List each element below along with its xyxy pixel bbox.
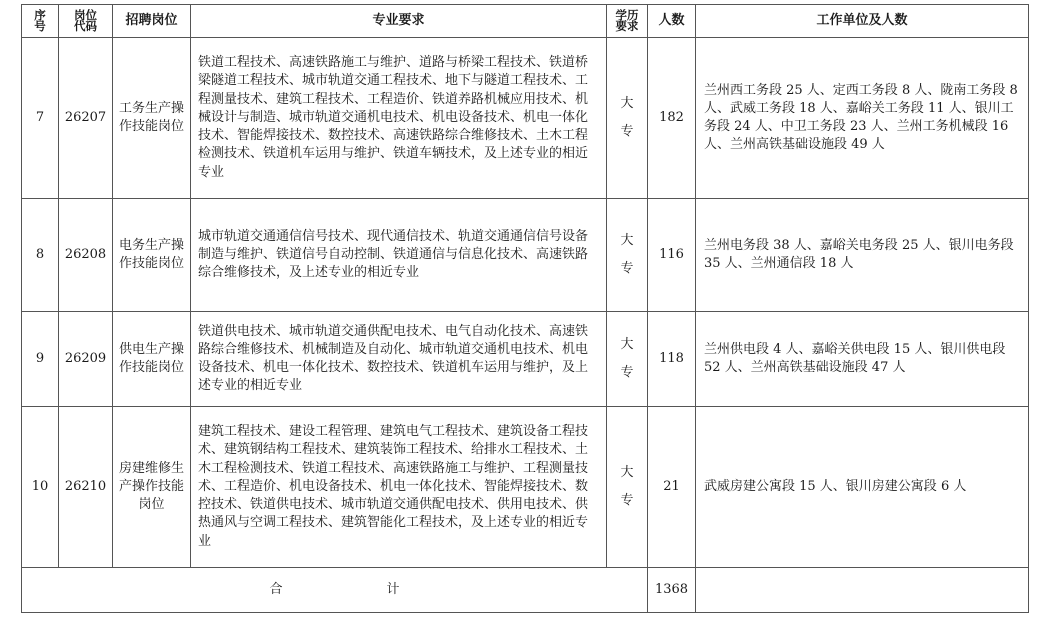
row-education: 大专 <box>607 199 648 312</box>
row-code: 26210 <box>59 407 113 568</box>
row-units: 兰州电务段 38 人、嘉峪关电务段 25 人、银川电务段 35 人、兰州通信段 18 人 <box>696 199 1029 312</box>
row-education: 大专 <box>607 407 648 568</box>
row-requirement: 建筑工程技术、建设工程管理、建筑电气工程技术、建筑设备工程技术、建筑钢结构工程技术、建筑装饰工程技术、给排水工程技术、土木工程检测技术、铁道工程技术、高速铁路施工与维护、工程测量技术、工程造价、机电设备技术、机电一体化技术、智能焊接技术、数控技术、铁道供电技术、城市轨道交通供配电技术、供用电技术、供热通风与空调工程技术、建筑智能化工程技术，及上述专业的相近专业 <box>191 407 607 568</box>
row-count: 21 <box>648 407 696 568</box>
table-row <box>22 38 1029 199</box>
row-units: 兰州供电段 4 人、嘉峪关供电段 15 人、银川供电段 52 人、兰州高铁基础设施段 47 人 <box>696 312 1029 407</box>
row-units: 武威房建公寓段 15 人、银川房建公寓段 6 人 <box>696 407 1029 568</box>
header-code: 岗位代码 <box>59 5 113 38</box>
table-row <box>22 407 1029 568</box>
recruitment-table <box>21 4 1029 613</box>
total-label-left: 合 <box>269 582 283 598</box>
row-seq: 9 <box>22 312 59 407</box>
table-row <box>22 199 1029 312</box>
table-row <box>22 312 1029 407</box>
header-row <box>22 5 1029 38</box>
row-position: 房建维修生产操作技能岗位 <box>113 407 191 568</box>
row-position: 供电生产操作技能岗位 <box>113 312 191 407</box>
header-count: 人数 <box>648 5 696 38</box>
header-seq: 序号 <box>22 5 59 38</box>
row-requirement: 铁道工程技术、高速铁路施工与维护、道路与桥梁工程技术、铁道桥梁隧道工程技术、城市轨道交通工程技术、地下与隧道工程技术、工程测量技术、建筑工程技术、工程造价、铁道养路机械应用技术、机械设计与制造、城市轨道交通机电技术、机电设备技术、机电一体化技术、智能焊接技术、数控技术、高速铁路综合维修技术、土木工程检测技术、铁道机车运用与维护、铁道车辆技术，及上述专业的相近专业 <box>191 38 607 199</box>
row-seq: 7 <box>22 38 59 199</box>
header-requirement: 专业要求 <box>191 5 607 38</box>
row-count: 118 <box>648 312 696 407</box>
row-seq: 10 <box>22 407 59 568</box>
total-label-right: 计 <box>386 582 400 598</box>
header-units: 工作单位及人数 <box>696 5 1029 38</box>
row-code: 26207 <box>59 38 113 199</box>
row-education: 大专 <box>607 312 648 407</box>
row-education: 大专 <box>607 38 648 199</box>
row-count: 116 <box>648 199 696 312</box>
row-seq: 8 <box>22 199 59 312</box>
row-requirement: 铁道供电技术、城市轨道交通供配电技术、电气自动化技术、高速铁路综合维修技术、机械制造及自动化、城市轨道交通机电技术、机电设备技术、机电一体化技术、数控技术、铁道机车运用与维护，及上述专业的相近专业 <box>191 312 607 407</box>
row-code: 26209 <box>59 312 113 407</box>
header-education: 学历要求 <box>607 5 648 38</box>
total-label <box>22 568 648 613</box>
total-units-empty <box>696 568 1029 613</box>
row-position: 电务生产操作技能岗位 <box>113 199 191 312</box>
row-count: 182 <box>648 38 696 199</box>
header-position: 招聘岗位 <box>113 5 191 38</box>
total-row <box>22 568 1029 613</box>
total-count: 1368 <box>648 568 696 613</box>
row-units: 兰州西工务段 25 人、定西工务段 8 人、陇南工务段 8 人、武威工务段 18 人、嘉峪关工务段 11 人、银川工务段 24 人、中卫工务段 23 人、兰州工务机械段 16 人、兰州高铁基础设施段 49 人 <box>696 38 1029 199</box>
row-position: 工务生产操作技能岗位 <box>113 38 191 199</box>
row-code: 26208 <box>59 199 113 312</box>
row-requirement: 城市轨道交通通信信号技术、现代通信技术、轨道交通通信信号设备制造与维护、铁道信号自动控制、铁道通信与信息化技术、高速铁路综合维修技术，及上述专业的相近专业 <box>191 199 607 312</box>
